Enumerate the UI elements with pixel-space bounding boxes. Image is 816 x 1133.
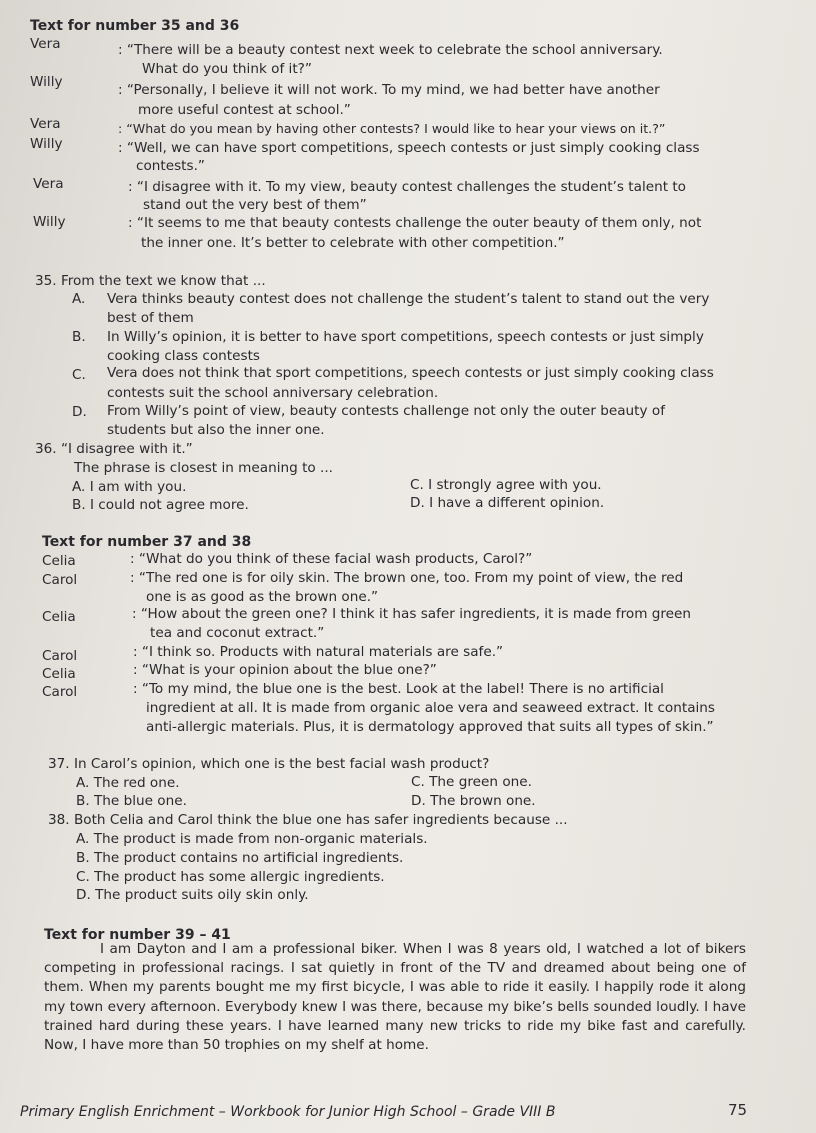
option-b: B. The product contains no artificial ingredients. — [76, 850, 404, 866]
option-letter: D. — [72, 404, 87, 420]
dialogue-line: one is as good as the brown one.” — [146, 589, 379, 605]
dialogue-line: ingredient at all. It is made from organic aloe vera and seaweed extract. It contains — [146, 700, 715, 716]
dialogue-line: tea and coconut extract.” — [150, 625, 325, 641]
dialogue-line: contests.” — [136, 158, 205, 174]
speaker-willy-1: Willy — [30, 74, 63, 90]
option-letter: A. — [72, 291, 86, 307]
option-b: B. The blue one. — [76, 793, 187, 809]
option-a: A. I am with you. — [72, 479, 187, 495]
question-35-stem: 35. From the text we know that ... — [35, 273, 266, 289]
option-c: C. I strongly agree with you. — [410, 477, 602, 493]
dialogue-line: the inner one. It’s better to celebrate with other competition.” — [141, 235, 565, 251]
dialogue-line: : “Well, we can have sport competitions, speech contests or just simply cooking class — [118, 140, 700, 156]
footer-title: Primary English Enrichment – Workbook for Junior High School – Grade VIII B — [20, 1104, 556, 1120]
dialogue-line: : “To my mind, the blue one is the best. Look at the label! There is no artificial — [133, 681, 664, 697]
speaker-carol-1: Carol — [42, 572, 78, 588]
speaker-celia-1: Celia — [42, 553, 76, 569]
speaker-vera-2: Vera — [30, 116, 61, 132]
speaker-celia-3: Celia — [42, 666, 76, 682]
speaker-willy-3: Willy — [33, 214, 66, 230]
option-text: Vera does not think that sport competitions, speech contests or just simply cooking class — [107, 365, 714, 381]
dialogue-line: : “It seems to me that beauty contests challenge the outer beauty of them only, not — [128, 215, 702, 231]
speaker-carol-2: Carol — [42, 648, 78, 664]
section-heading-39-41: Text for number 39 – 41 — [44, 927, 231, 943]
dialogue-line: : “There will be a beauty contest next week to celebrate the school anniversary. — [118, 42, 663, 58]
speaker-vera-1: Vera — [30, 36, 61, 52]
question-36-subtext: The phrase is closest in meaning to ... — [74, 460, 333, 476]
section-heading-35-36: Text for number 35 and 36 — [30, 18, 240, 34]
dialogue-line: : “Personally, I believe it will not work. To my mind, we had better have another — [118, 82, 660, 98]
section-heading-37-38: Text for number 37 and 38 — [42, 534, 252, 550]
dialogue-line: stand out the very best of them” — [143, 197, 367, 213]
option-letter: B. — [72, 329, 86, 345]
paragraph-text: I am Dayton and I am a professional biker. When I was 8 years old, I watched a lot of bikers competing in professional racings. I sat quietly in front of the TV and dreamed about being one of them. When my parents bought me my first bicycle, I was able to ride it easily. I happily rode it along my town every afternoon. Everybody knew I was there, because my bike’s bells sounded loudly. I have trained hard during these years. I have learned many new tricks to ride my bike fast and carefully. Now, I have more than 50 trophies on my shelf at home. — [44, 941, 746, 1054]
option-text: cooking class contests — [107, 348, 260, 364]
option-text: From Willy’s point of view, beauty contests challenge not only the outer beauty of — [107, 403, 665, 419]
dialogue-line: more useful contest at school.” — [138, 102, 351, 118]
reading-paragraph — [44, 940, 746, 1055]
option-a: A. The red one. — [76, 775, 180, 791]
speaker-carol-3: Carol — [42, 684, 78, 700]
speaker-vera-3: Vera — [33, 176, 64, 192]
option-text: students but also the inner one. — [107, 422, 325, 438]
question-37-stem: 37. In Carol’s opinion, which one is the best facial wash product? — [48, 756, 490, 772]
dialogue-line: : “How about the green one? I think it has safer ingredients, it is made from green — [132, 606, 692, 622]
option-c: C. The product has some allergic ingredients. — [76, 869, 385, 885]
option-d: D. The brown one. — [411, 793, 536, 809]
option-a: A. The product is made from non-organic materials. — [76, 831, 428, 847]
dialogue-line: : “What do you think of these facial wash products, Carol?” — [130, 551, 533, 567]
option-text: Vera thinks beauty contest does not challenge the student’s talent to stand out the very — [107, 291, 710, 307]
dialogue-line: : “What is your opinion about the blue one?” — [133, 662, 437, 678]
option-letter: C. — [72, 367, 86, 383]
option-c: C. The green one. — [411, 774, 532, 790]
dialogue-line: What do you think of it?” — [142, 61, 312, 77]
option-text: contests suit the school anniversary celebration. — [107, 385, 439, 401]
option-d: D. I have a different opinion. — [410, 495, 605, 511]
option-text: In Willy’s opinion, it is better to have sport competitions, speech contests or just simply — [107, 329, 704, 345]
page-number: 75 — [728, 1101, 748, 1119]
speaker-celia-2: Celia — [42, 609, 76, 625]
dialogue-line: : “I disagree with it. To my view, beauty contest challenges the student’s talent to — [128, 179, 686, 195]
question-36-stem: 36. “I disagree with it.” — [35, 441, 193, 457]
option-text: best of them — [107, 310, 194, 326]
dialogue-line: anti-allergic materials. Plus, it is dermatology approved that suits all types of skin.” — [146, 719, 714, 735]
speaker-willy-2: Willy — [30, 136, 63, 152]
dialogue-line: : “I think so. Products with natural materials are safe.” — [133, 644, 504, 660]
dialogue-line: : “What do you mean by having other contests? I would like to hear your views on it.?” — [118, 121, 666, 136]
question-38-stem: 38. Both Celia and Carol think the blue one has safer ingredients because ... — [48, 812, 568, 828]
option-b: B. I could not agree more. — [72, 497, 249, 513]
dialogue-line: : “The red one is for oily skin. The brown one, too. From my point of view, the red — [130, 570, 684, 586]
option-d: D. The product suits oily skin only. — [76, 887, 309, 903]
